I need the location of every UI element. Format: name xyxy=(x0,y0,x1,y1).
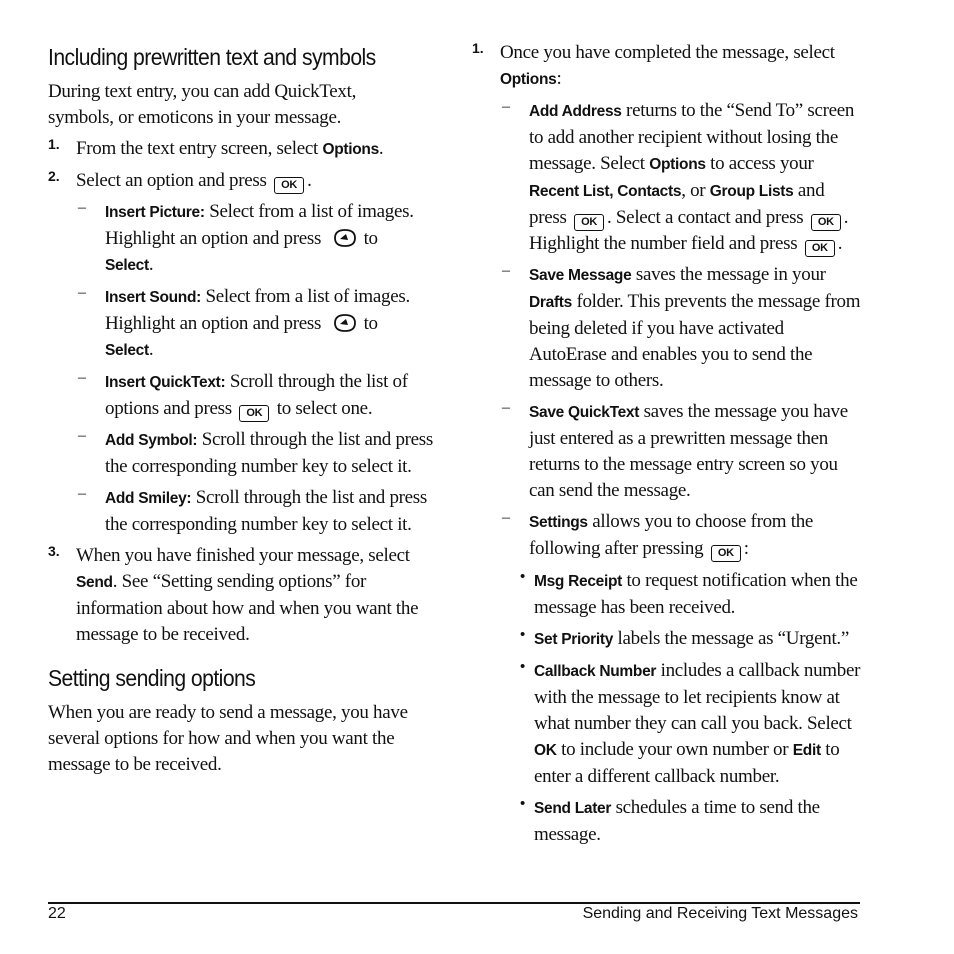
heading-sending-options: Setting sending options xyxy=(48,665,256,691)
sending-options-paragraph: When you are ready to send a message, you have several options for how and when you want the message to be received. xyxy=(48,702,408,775)
left-softkey-icon xyxy=(332,313,358,333)
option-insert-quicktext: – Insert QuickText: Scroll through the list of options and press OK to select one. xyxy=(48,369,438,422)
left-step-1: 1. From the text entry screen, select Options. xyxy=(48,136,384,159)
bullet-send-later: • Send Later schedules a time to send the message. xyxy=(520,795,820,845)
option-save-quicktext: – Save QuickText saves the message you have just entered as a prewritten message then returns to the message entry screen so you can send the message. xyxy=(502,399,848,501)
option-insert-sound: – Insert Sound: Select from a list of images. Highlight an option and press to Select. xyxy=(78,284,410,360)
ok-key-icon: OK xyxy=(805,240,835,257)
intro-paragraph: During text entry, you can add QuickText, symbols, or emoticons in your message. xyxy=(48,81,357,128)
right-column xyxy=(472,40,864,848)
option-settings: – Settings allows you to choose from the following after pressing OK : xyxy=(472,509,864,562)
option-add-address: – Add Address returns to the “Send To” screen to add another recipient without losing the message. Select Options to access your Recent List, Contacts, or Group Lists and press OK . Select a contact and press OK . Highlight the number field and press OK . xyxy=(472,98,864,257)
footer-rule xyxy=(48,902,860,904)
left-step-3: 3. When you have finished your message, select Send. See “Setting sending options” for information about how and when you want the message to be received. xyxy=(48,543,419,645)
ok-key-icon: OK xyxy=(711,545,741,562)
option-add-symbol: – Add Symbol: Scroll through the list and press the corresponding number key to select it. xyxy=(78,427,433,477)
ok-key-icon: OK xyxy=(811,214,841,231)
bullet-msg-receipt: • Msg Receipt to request notification when the message has been received. xyxy=(520,568,858,618)
option-add-smiley: – Add Smiley: Scroll through the list and press the corresponding number key to select it. xyxy=(78,485,427,535)
heading-prewritten-text: Including prewritten text and symbols xyxy=(48,44,376,70)
ok-key-icon: OK xyxy=(574,214,604,231)
left-column xyxy=(48,40,438,778)
ok-key-icon: OK xyxy=(274,177,304,194)
left-step-2: 2. Select an option and press OK . xyxy=(48,168,438,194)
option-insert-picture: – Insert Picture: Select from a list of images. Highlight an option and press to Select. xyxy=(78,199,414,275)
page-number: 22 xyxy=(48,905,66,922)
ok-key-icon: OK xyxy=(239,405,269,422)
right-step-1: 1. Once you have completed the message, select Options: xyxy=(472,40,835,89)
option-save-message: – Save Message saves the message in your Drafts folder. This prevents the message from being deleted if you have activated AutoErase and enables you to send the message to others. xyxy=(502,262,861,391)
left-softkey-icon xyxy=(332,228,358,248)
bullet-set-priority: • Set Priority labels the message as “Urgent.” xyxy=(520,626,850,649)
bullet-callback-number: • Callback Number includes a callback number with the message to let recipients know at what number they can call you back. Select OK to include your own number or Edit to enter a different callback number. xyxy=(520,658,861,787)
footer-chapter-title: Sending and Receiving Text Messages xyxy=(582,905,858,922)
